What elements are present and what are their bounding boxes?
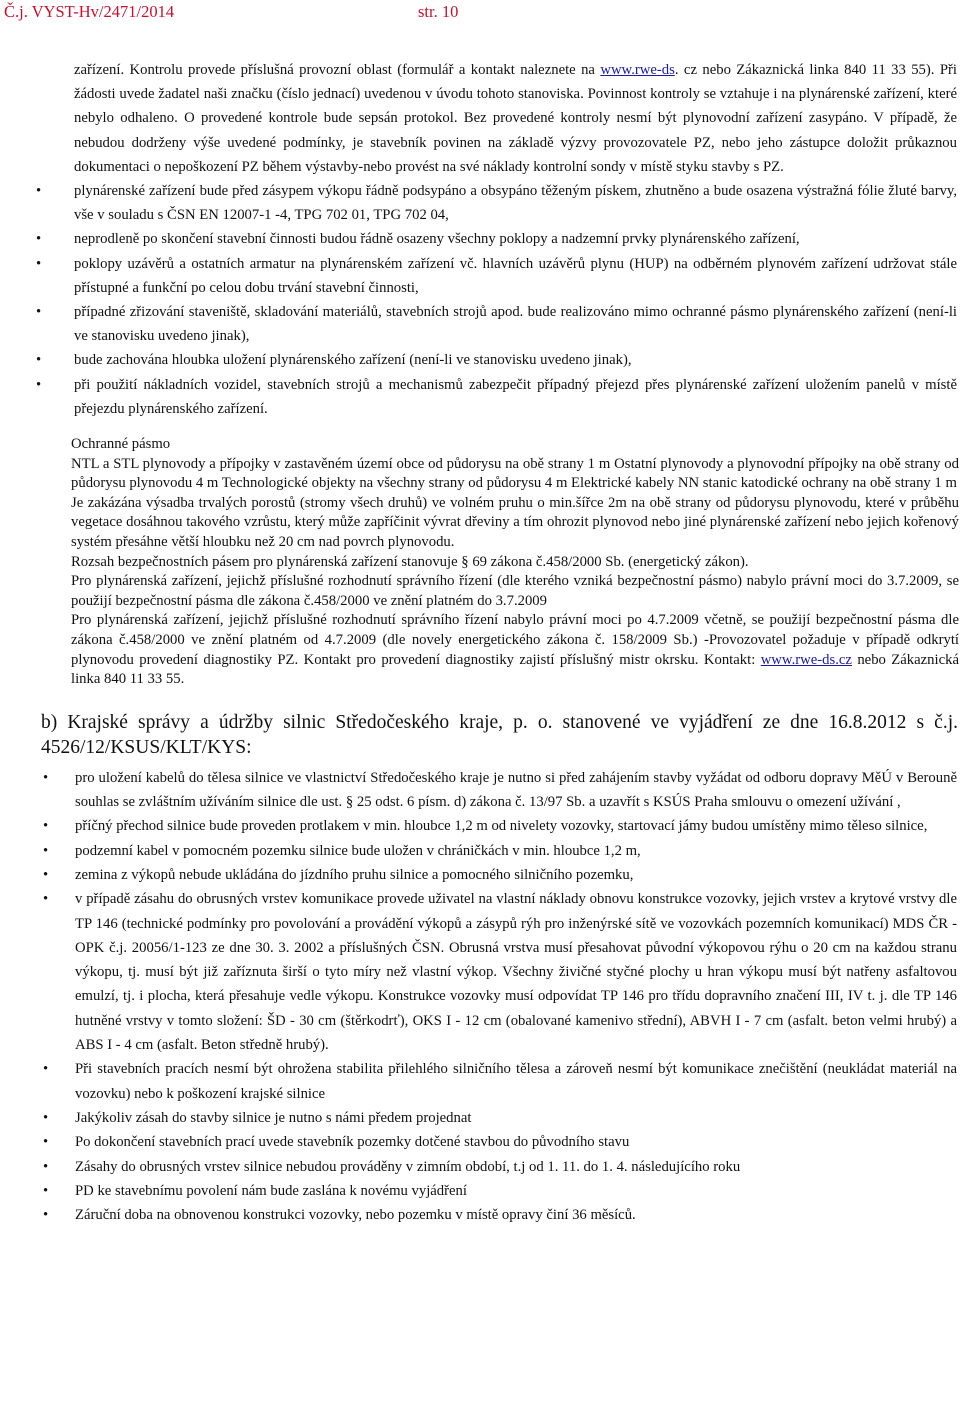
bullet-icon: •: [36, 183, 42, 200]
list-item-text: Zásahy do obrusných vrstev silnice nebudou prováděny v zimním období, t.j od 1. 11. do 1. 4. následujícího roku: [75, 1158, 741, 1175]
intro-text-a: zařízení. Kontrolu provede příslušná provozní oblast (formulář a kontakt naleznete na: [74, 62, 601, 78]
bullet-icon: •: [43, 1207, 49, 1224]
intro-paragraph: [74, 58, 957, 179]
list-item-text: případné zřizování staveniště, skladování materiálů, stavebních strojů apod. bude realizováno mimo ochranné pásmo plynárenského zařízení (není-li ve stanovisku uvedeno jinak),: [74, 304, 957, 345]
rwe-link[interactable]: www.rwe-ds: [600, 62, 675, 78]
list-item-text: bude zachována hloubka uložení plynárenského zařízení (není-li ve stanovisku uvedeno jinak),: [74, 352, 632, 369]
protection-zone-title: Ochranné pásmo: [71, 436, 171, 453]
protection-paragraph-1: NTL a STL plynovody a přípojky v zastavěném území obce od půdorysu na obě strany 1 m Ostatní plynovody a plynovodní přípojky na obě strany od půdorysu plynovodu 4 m Technologické objekty na všechny strany od půdorysu 4 m Elektrické kabely NN stanic katodické ochrany na obě strany 1 m: [71, 455, 959, 492]
bullet-icon: •: [43, 866, 49, 883]
bullet-icon: •: [36, 231, 42, 248]
list-item-text: pro uložení kabelů do tělesa silnice ve vlastnictví Středočeského kraje je nutno si před zahájením stavby vyžádat od odboru dopravy MěÚ v Berouně souhlas se zvláštním užíváním silnice dle ust. § 25 odst. 6 písm. d) zákona č. 13/97 Sb. a uzavřít s KSÚS Praha smlouvu o omezení užívání ,: [75, 769, 957, 811]
list-item-text: příčný přechod silnice bude proveden protlakem v min. hloubce 1,2 m od nivelety vozovky, startovací jámy budou umístěny mimo těleso silnice,: [75, 818, 928, 835]
list-item-text: Záruční doba na obnovenou konstrukci vozovky, nebo pozemku v místě opravy činí 36 měsíců.: [75, 1207, 636, 1224]
bullet-icon: •: [43, 769, 49, 786]
bullet-icon: •: [36, 304, 42, 321]
list-item: [36, 348, 957, 372]
list-item-text: Po dokončení stavebních prací uvede stavebník pozemky dotčené stavbou do původního stavu: [75, 1134, 630, 1151]
list-item-text: plynárenské zařízení bude před zásypem výkopu řádně podsypáno a obsypáno těženým pískem, zhutněno a bude osazena výstražná fólie žluté barvy, vše v souladu s ČSN EN 12007-1 -4, TPG 702 01, TPG 702 04,: [74, 183, 957, 224]
list-item: [43, 1130, 957, 1154]
bullet-icon: •: [43, 1061, 49, 1078]
list-item: [43, 863, 957, 887]
page-header: [4, 2, 954, 22]
road-conditions-list: [0, 766, 960, 1228]
list-item: [43, 1106, 957, 1130]
list-item: [36, 300, 957, 348]
document-body: [0, 58, 960, 1227]
list-item-text: Při stavebních pracích nesmí být ohrožena stabilita přilehlého silničního tělesa a zároveň nesmí být komunikace znečištění (neukládat materiál na vozovku) nebo k poškození krajské silnice: [75, 1061, 957, 1102]
protection-text-a: Pro plynárenská zařízení, jejichž příslušné rozhodnutí správního řízení nabylo právní moci po 4.7.2009 včetně, se použijí bezpečnostní pásma dle zákona č.458/2000 ve znění platném od 4.7.2009 (dle novely energetického zákona č. 158/2009 Sb.) -Provozovatel požaduje v případě odkrytí plynovodu provedení diagnostiky PZ. Kontakt pro provedení diagnostiky zajistí příslušný mistr okrsku. Kontakt:: [71, 612, 959, 668]
list-item: [36, 373, 957, 421]
list-item-text: neprodleně po skončení stavební činnosti budou řádně osazeny všechny poklopy a nadzemní prvky plynárenského zařízení,: [74, 231, 800, 248]
list-item-text: zemina z výkopů nebude ukládána do jízdního pruhu silnice a pomocného silničního pozemku,: [75, 866, 634, 883]
bullet-icon: •: [43, 1109, 49, 1126]
bullet-icon: •: [43, 1134, 49, 1151]
protection-paragraph-4: Pro plynárenská zařízení, jejichž příslušné rozhodnutí správního řízení (dle kterého vzniká bezpečnostní pásmo) nabylo právní moci do 3.7.2009, se použijí bezpečnostní pásma dle zákona č.458/2000 ve znění platném do 3.7.2009: [71, 573, 959, 609]
section-b-heading: b) Krajské správy a údržby silnic Středočeského kraje, p. o. stanovené ve vyjádření ze dne 16.8.2012 s č.j. 4526/12/KSUS/KLT/KYS:: [41, 711, 958, 758]
list-item: [36, 179, 957, 227]
list-item-text: v případě zásahu do obrusných vrstev komunikace provede uživatel na vlastní náklady obnovu konstrukce vozovky, jejich vrstev a krytové vrstvy dle TP 146 (technické podmínky pro povolování a provádění výkopů a zásypů rýh pro inženýrské sítě ve vozovkách pozemních komunikací) MDS ČR - OPK č.j. 20056/1-123 ze dne 30. 3. 2002 a příslušných ČSN. Obrusná vrstva musí přesahovat původní výkopovou rýhu o 20 cm na každou stranu výkopu, tj. musí být již zaříznuta širší o tyto míry než vlastní výkop. Všechny živičné styčné plochy u hran výkopu musí být natřeny asfaltovou emulzí, tj. i plocha, která přesahuje vedle výkopu. Konstrukce vozovky musí odpovídat TP 146 pro třídu dopravního značení III, IV t. j. dle TP 146 hutněné vrstvy v tomto složení: ŠD - 30 cm (štěrkodrť), OKS I - 12 cm (obalované kamenivo střední), ABVH I - 7 cm (asfalt. beton velmi hrubý) a ABS I - 4 cm (asfalt. Beton středně hrubý).: [75, 891, 957, 1054]
protection-paragraph-5: [71, 611, 959, 689]
list-item: [43, 1179, 957, 1203]
gas-conditions-list: [0, 179, 960, 421]
protection-paragraph-2: Je zakázána výsadba trvalých porostů (stromy všech druhů) ve volném pruhu o min.šířce 2m na obě strany od půdorysu plynovodu, které v průběhu vegetace dosáhnou takového vzrůstu, který může zapříčinit vývrat dřeviny a tím ohrozit plynovod nebo jiné plynárenské zařízení nebo jejich kořenový systém přesáhne větší hloubku než 20 cm nad povrch plynovodu.: [71, 494, 959, 551]
list-item: [43, 1155, 957, 1179]
document-reference: Č.j. VYST-Hv/2471/2014: [4, 2, 175, 21]
bullet-icon: •: [43, 1182, 49, 1199]
intro-text-b: . cz nebo Zákaznická linka 840 11 33 55). Při žádosti uvede žadatel naši značku (číslo jednací) uvedenou v úvodu tohoto stanoviska. Povinnost kontroly se vztahuje i na plynárenské zařízení, které nebylo odhaleno. O provedené kontrole bude sepsán protokol. Bez provedené kontroly nesmí být plynovodní zařízení zasypáno. V případě, že nebudou dodrženy výše uvedené podmínky, je stavebník povinen na základě výzvy provozovatele PZ, nebo jeho zástupce doložit průkaznou dokumentaci o nepoškození PZ během výstavby-nebo provést na své náklady kontrolní sondy v místě styku stavby s PZ.: [74, 62, 957, 175]
bullet-icon: •: [43, 1158, 49, 1175]
list-item: [36, 252, 957, 300]
list-item-text: poklopy uzávěrů a ostatních armatur na plynárenském zařízení vč. hlavních uzávěrů plynu (HUP) na odběrném plynovém zařízení udržovat stále přístupné a funkční po celou dobu trvání stavební činnosti,: [74, 255, 957, 296]
list-item-text: PD ke stavebnímu povolení nám bude zaslána k novému vyjádření: [75, 1182, 467, 1199]
list-item: [43, 1203, 957, 1227]
bullet-icon: •: [36, 255, 42, 272]
list-item-text: podzemní kabel v pomocném pozemku silnice bude uložen v chráničkách v min. hloubce 1,2 m,: [75, 842, 641, 859]
protection-paragraph-3: Rozsah bezpečnostních pásem pro plynárenská zařízení stanovuje § 69 zákona č.458/2000 Sb. (energetický zákon).: [71, 553, 749, 570]
bullet-icon: •: [43, 842, 49, 859]
list-item: [43, 814, 957, 838]
list-item: [43, 766, 957, 815]
list-item: [36, 227, 957, 251]
protection-zone-section: [71, 435, 959, 690]
protection-text-b: nebo Zákaznická linka 840 11 33 55.: [71, 651, 959, 688]
bullet-icon: •: [43, 818, 49, 835]
page-number: str. 10: [418, 2, 459, 21]
list-item: [43, 1057, 957, 1106]
bullet-icon: •: [36, 352, 42, 369]
list-item-text: při použití nákladních vozidel, stavebních strojů a mechanismů zabezpečit případný přejezd přes plynárenské zařízení uložením panelů v místě přejezdu plynárenského zařízení.: [74, 376, 957, 417]
list-item: [43, 887, 957, 1057]
list-item: [43, 839, 957, 863]
list-item-text: Jakýkoliv zásah do stavby silnice je nutno s námi předem projednat: [75, 1109, 472, 1126]
bullet-icon: •: [43, 891, 49, 908]
bullet-icon: •: [36, 376, 42, 393]
rwe-ds-link[interactable]: www.rwe-ds.cz: [760, 651, 852, 668]
